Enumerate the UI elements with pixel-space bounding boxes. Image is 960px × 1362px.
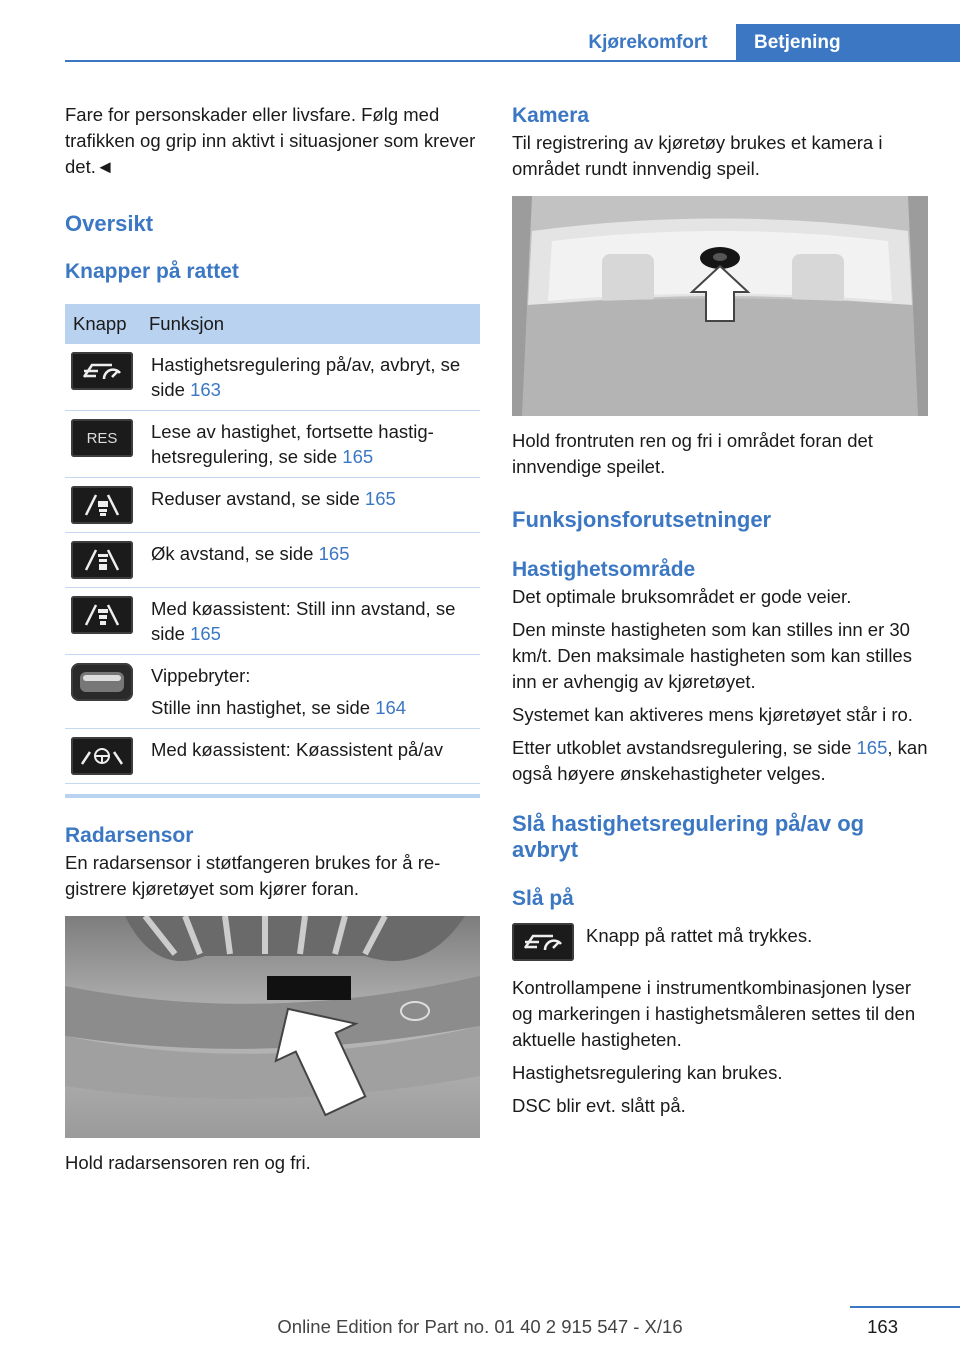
row-text: Hastighetsregulering på/av, avbryt, se side (151, 354, 461, 400)
table-header-knapp: Knapp (65, 304, 143, 344)
row-text: Vippebryter: (151, 665, 251, 686)
page-number-line (850, 1306, 960, 1308)
heading-sla-av-pa: Slå hastighetsregulering på/av og avbryt (512, 811, 865, 862)
paragraph-7: DSC blir evt. slått på. (512, 1095, 686, 1116)
paragraph-3: Systemet kan aktiveres mens kjøretøyet står i ro. (512, 704, 913, 725)
row-text: Reduser avstand, se side (151, 488, 365, 509)
camera-image (512, 196, 928, 416)
distance-icon (71, 486, 133, 524)
res-label: RES (86, 429, 118, 447)
table-row (65, 729, 480, 784)
left-column (65, 102, 480, 1183)
paragraph-5: Kontrollampene i instrumentkombinasjonen lyser og markeringen i hastighetsmåleren settes til den aktuelle hastigheten. (512, 977, 916, 1050)
traffic-jam-assistant-icon (71, 737, 133, 775)
paragraph-2: Den minste hastigheten som kan stilles inn er 30 km/t. Den maksimale hastigheten som kan stilles inn er avhengig av kjøretøyet. (512, 619, 912, 692)
page-link[interactable]: 165 (856, 737, 888, 758)
cruise-control-icon (512, 923, 574, 961)
page-number: 163 (867, 1316, 898, 1337)
table-row (65, 411, 480, 478)
row-text: Med køassistent: Køassistent på/av (151, 739, 444, 760)
page-link[interactable]: 165 (318, 543, 350, 564)
page-link[interactable]: 165 (342, 446, 374, 467)
kamera-text: Til registrering av kjøretøy brukes et kamera i området rundt innvendig speil. (512, 132, 883, 179)
row-text: Stille inn hastighet, se side (151, 697, 376, 718)
sla-pa-text: Knapp på rattet må trykkes. (586, 925, 813, 946)
table-row (65, 344, 480, 411)
header-line (65, 60, 960, 62)
heading-funksjonsforutsetninger: Funksjonsforutsetninger (512, 507, 772, 532)
heading-sla-pa: Slå på (512, 887, 574, 910)
header-section: Kjørekomfort (588, 32, 708, 53)
table-bottom-bar (65, 794, 480, 798)
res-icon (71, 419, 133, 457)
cruise-control-icon (71, 352, 133, 390)
intro-text: Fare for personskader eller livsfare. Følg med trafikken og grip inn aktivt i situasjoner som krever det.◄ (65, 104, 476, 177)
page-link[interactable]: 163 (190, 379, 221, 400)
rocker-switch-icon (71, 663, 133, 701)
header-tab: Betjening (736, 24, 960, 62)
paragraph-6: Hastighetsregulering kan brukes. (512, 1062, 783, 1083)
heading-hastighetsomrade: Hastighetsområde (512, 558, 696, 581)
button-table (65, 304, 480, 784)
heading-kamera: Kamera (512, 104, 590, 127)
paragraph-4b: , kan også høyere ønskehastigheter velges. (512, 737, 928, 784)
sla-pa-row (512, 923, 928, 961)
table-row (65, 588, 480, 655)
row-text: Øk avstand, se side (151, 543, 319, 564)
page-link[interactable]: 165 (190, 623, 221, 644)
paragraph-4 (512, 735, 928, 787)
paragraph-4a: Etter utkoblet avstandsregulering, se side (512, 737, 857, 758)
table-row (65, 533, 480, 588)
paragraph-1: Det optimale bruksområdet er gode veier. (512, 586, 852, 607)
table-row (65, 478, 480, 533)
right-column (512, 102, 928, 1126)
table-row (65, 655, 480, 729)
heading-oversikt: Oversikt (65, 211, 154, 236)
radar-sensor-image (65, 916, 480, 1138)
row-text: Lese av hastighet, fortsette hastighetsregulering, se side (151, 421, 434, 467)
table-header-funksjon: Funksjon (143, 304, 480, 344)
row-text: Med køassistent: Still inn avstand, se side (151, 598, 456, 644)
heading-radarsensor: Radarsensor (65, 824, 194, 847)
radar-text: En radarsensor i støtfangeren brukes for å registrere kjøretøyet som kjører foran. (65, 852, 441, 899)
distance-icon (71, 596, 133, 634)
kamera-caption: Hold frontruten ren og fri i området foran det innvendige speilet. (512, 430, 873, 477)
footer-edition: Online Edition for Part no. 01 40 2 915 547 - X/16 (277, 1316, 683, 1337)
page-link[interactable]: 165 (364, 488, 396, 509)
page-link[interactable]: 164 (375, 697, 407, 718)
distance-icon (71, 541, 133, 579)
heading-knapper: Knapper på rattet (65, 260, 239, 283)
radar-caption: Hold radarsensoren ren og fri. (65, 1152, 311, 1173)
